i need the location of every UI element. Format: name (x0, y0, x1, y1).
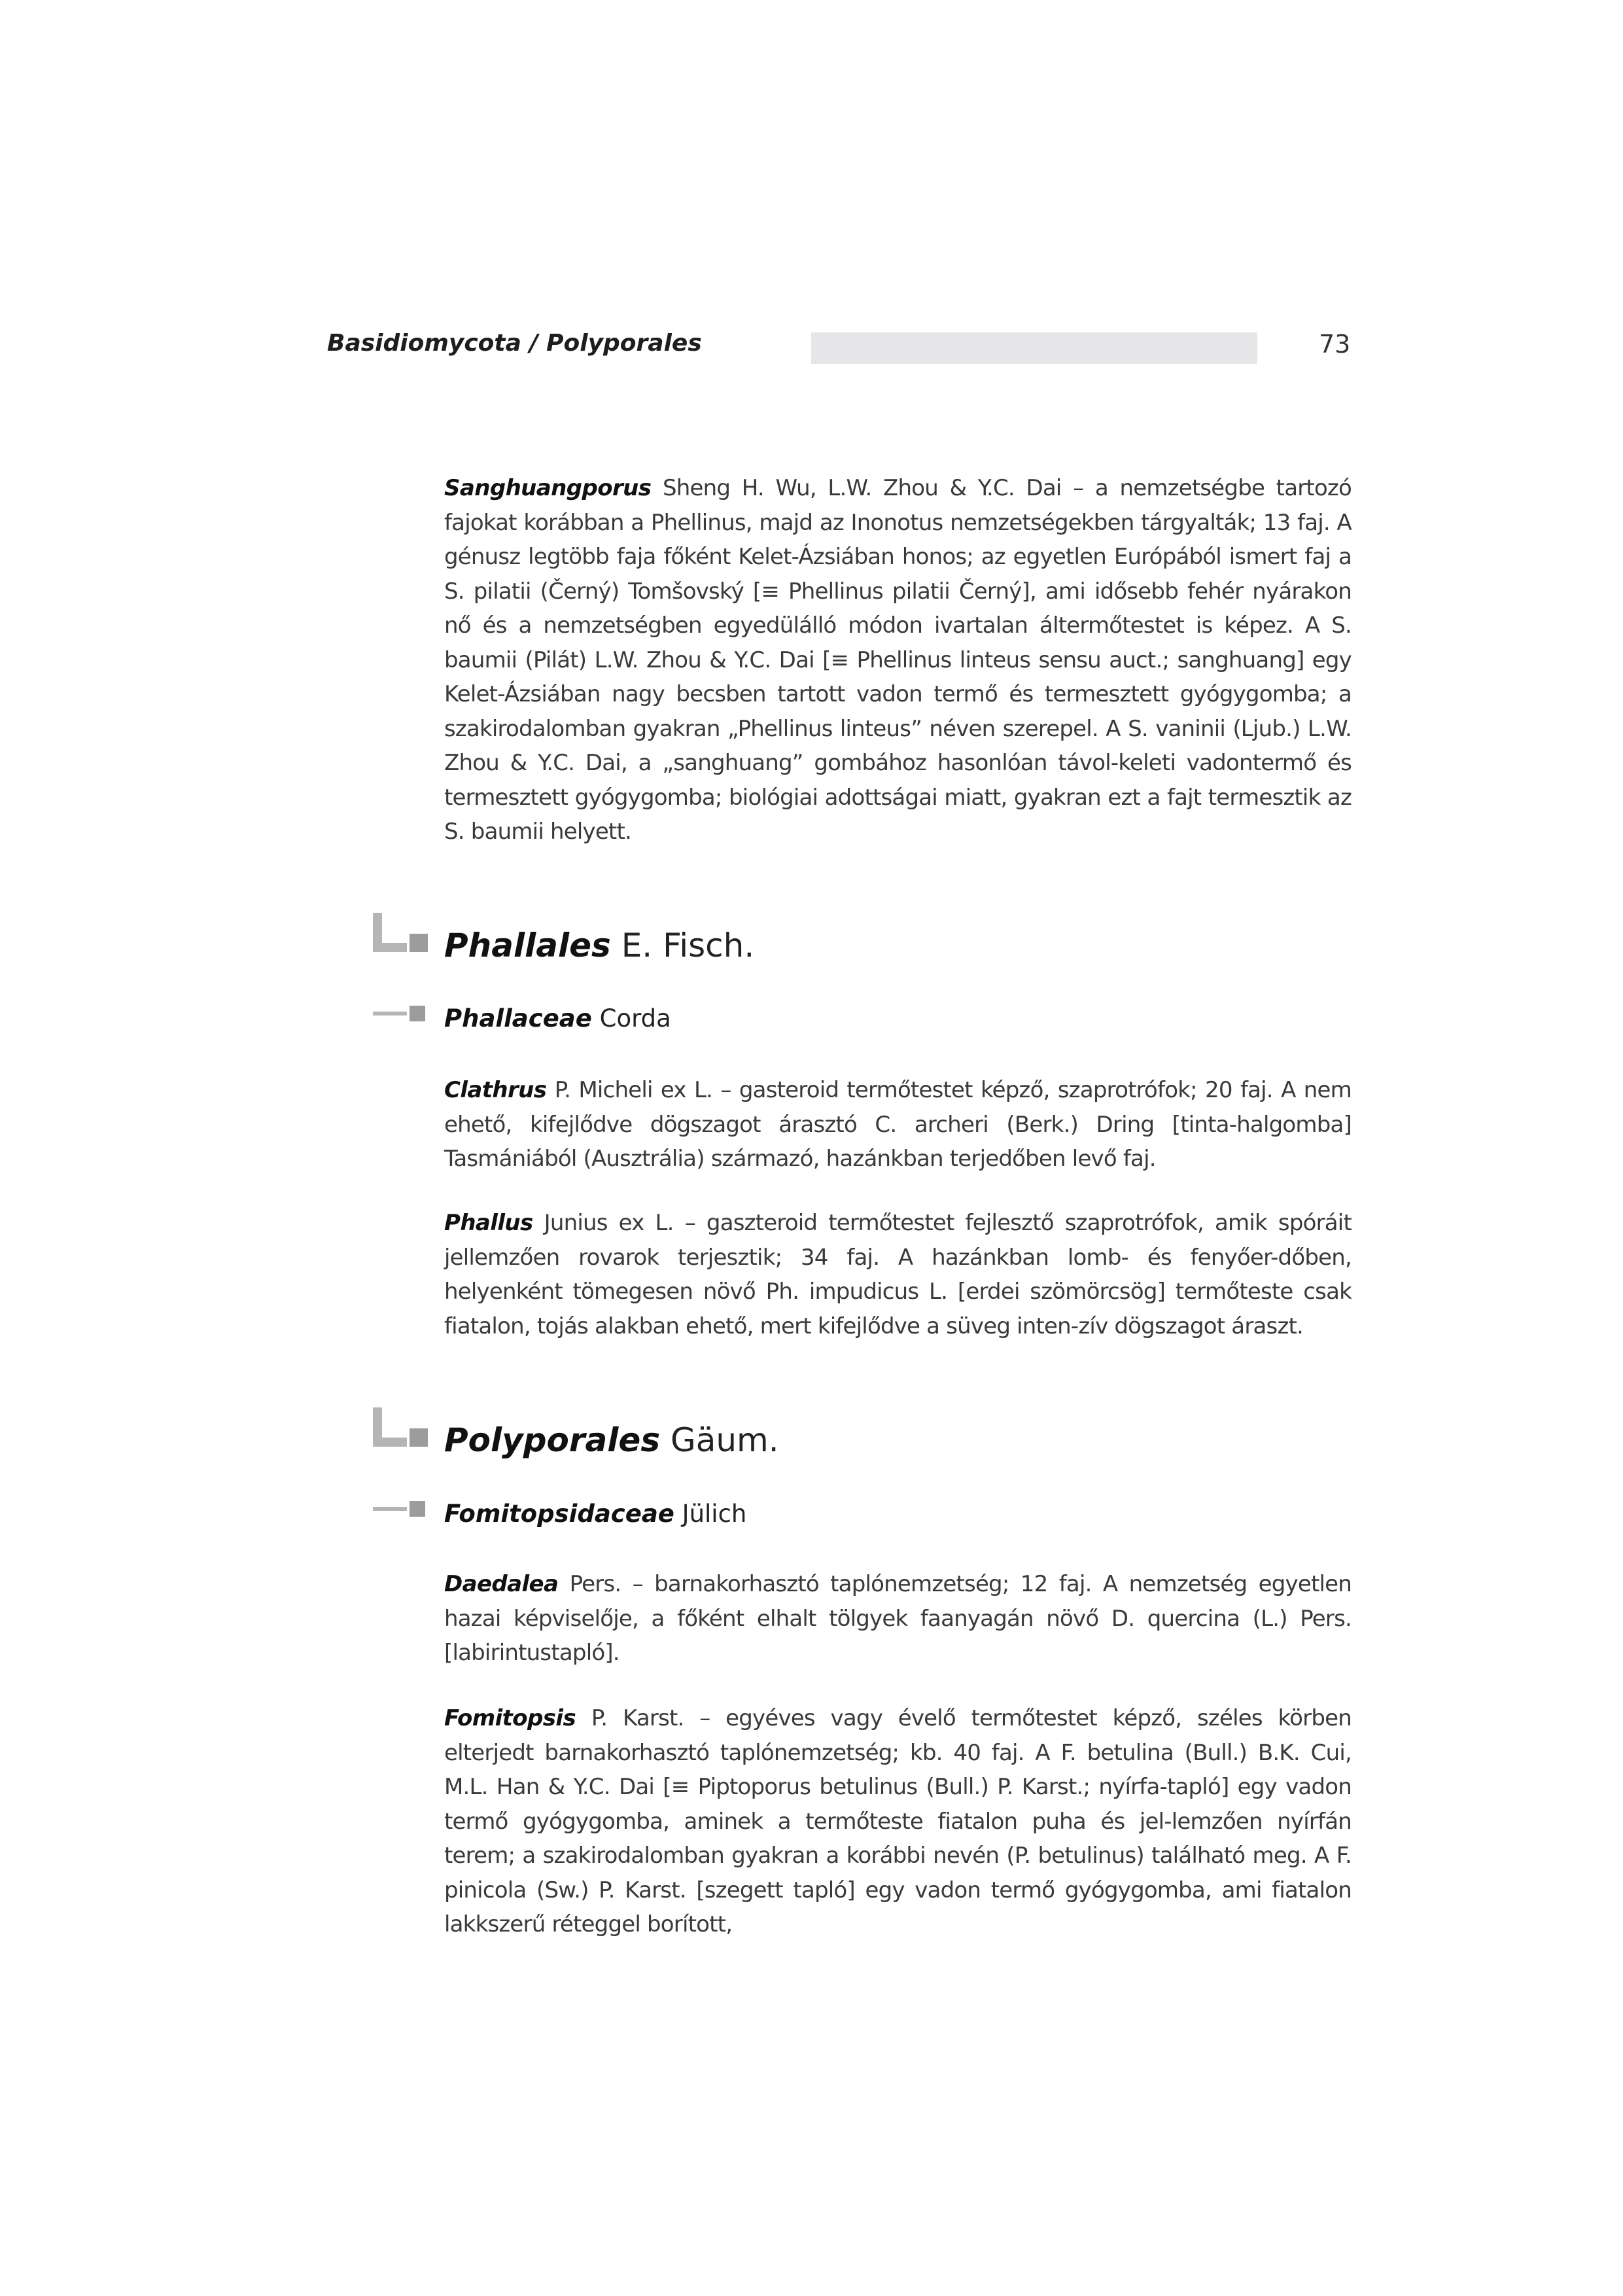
genus-name: Fomitopsis (444, 1705, 576, 1731)
order-name: Polyporales (444, 1421, 661, 1459)
order-author: E. Fisch. (610, 927, 755, 964)
entry-text: P. Karst. – egyéves vagy évelő termőtestet képző, széles körben elterjedt barnakorhasztó taplónemzetség; kb. 40 faj. A F. betulina (Bull.) B.K. Cui, M.L. Han & Y.C. Dai [≡ Piptoporus betulinus (Bull.) P. Karst.; nyírfa-tapló] egy vadon termő gyógygomba, aminek a termőteste fiatalon puha és jel-lemzően nyírfán terem; a szakirodalomban gyakran a korábbi nevén (P. betulinus) található meg. A F. pinicola (Sw.) P. Karst. [szegett tapló] egy vadon termő gyógygomba, ami fiatalon lakkszerű réteggel borított, (444, 1705, 1352, 1937)
order-marker-icon (373, 913, 432, 959)
order-marker-icon (373, 1407, 432, 1453)
header-bar (811, 332, 1257, 364)
entry-sanghuangporus (444, 471, 1352, 849)
genus-name: Sanghuangporus (444, 475, 652, 501)
running-title: Basidiomycota / Polyporales (327, 330, 702, 357)
entry-text: Sheng H. Wu, L.W. Zhou & Y.C. Dai – a nemzetségbe tartozó fajokat korábban a Phellinus, majd az Inonotus nemzetségekben tárgyalták; 13 faj. A génusz legtöbb faja főként Kelet-Ázsiában honos; az egyetlen Európából ismert faj a S. pilatii (Černý) Tomšovský [≡ Phellinus pilatii Černý], ami idősebb fehér nyárakon nő és a nemzetségben egyedülálló módon ivartalan áltermőtestet is képez. A S. baumii (Pilát) L.W. Zhou & Y.C. Dai [≡ Phellinus linteus sensu auct.; sanghuang] egy Kelet-Ázsiában nagy becsben tartott vadon termő és termesztett gyógygomba; a szakirodalomban gyakran „Phellinus linteus” néven szerepel. A S. vaninii (Ljub.) L.W. Zhou & Y.C. Dai, a „sanghuang” gombához hasonlóan távol-keleti vadontermő és termesztett gyógygomba; biológiai adottságai miatt, gyakran ezt a fajt termesztik az S. baumii helyett. (444, 475, 1352, 845)
genus-name: Phallus (444, 1210, 533, 1236)
order-heading-phallales (444, 927, 754, 964)
family-heading-phallaceae (444, 1004, 671, 1033)
entry-phallus (444, 1206, 1352, 1343)
genus-name: Daedalea (444, 1571, 559, 1597)
order-name: Phallales (444, 927, 611, 964)
genus-name: Clathrus (444, 1077, 547, 1103)
order-heading-polyporales (444, 1421, 779, 1459)
family-heading-fomitopsidaceae (444, 1500, 746, 1528)
family-author: Jülich (674, 1500, 747, 1528)
entry-text: Pers. – barnakorhasztó taplónemzetség; 12 faj. A nemzetség egyetlen hazai képviselője, a főként elhalt tölgyek faanyagán növő D. quercina (L.) Pers. [labirintustapló]. (444, 1571, 1352, 1666)
family-author: Corda (591, 1004, 671, 1033)
entry-clathrus (444, 1073, 1352, 1176)
order-author: Gäum. (660, 1421, 779, 1459)
entry-text: Junius ex L. – gaszteroid termőtestet fejlesztő szaprotrófok, amik spóráit jellemzően rovarok terjesztik; 34 faj. A hazánkban lomb- és fenyőer-dőben, helyenként tömegesen növő Ph. impudicus L. [erdei szömörcsög] termőteste csak fiatalon, tojás alakban ehető, mert kifejlődve a süveg inten-zív dögszagot áraszt. (444, 1210, 1352, 1339)
entry-fomitopsis (444, 1701, 1352, 1942)
entry-daedalea (444, 1567, 1352, 1670)
family-name: Phallaceae (444, 1004, 592, 1033)
family-marker-icon (373, 1002, 432, 1029)
family-marker-icon (373, 1498, 432, 1524)
entry-text: P. Micheli ex L. – gasteroid termőtestet képző, szaprotrófok; 20 faj. A nem ehető, kifejlődve dögszagot árasztó C. archeri (Berk.) Dring [tinta-halgomba] Tasmániából (Ausztrália) származó, hazánkban terjedőben levő faj. (444, 1077, 1352, 1172)
family-name: Fomitopsidaceae (444, 1500, 674, 1528)
page-number: 73 (1319, 330, 1351, 359)
